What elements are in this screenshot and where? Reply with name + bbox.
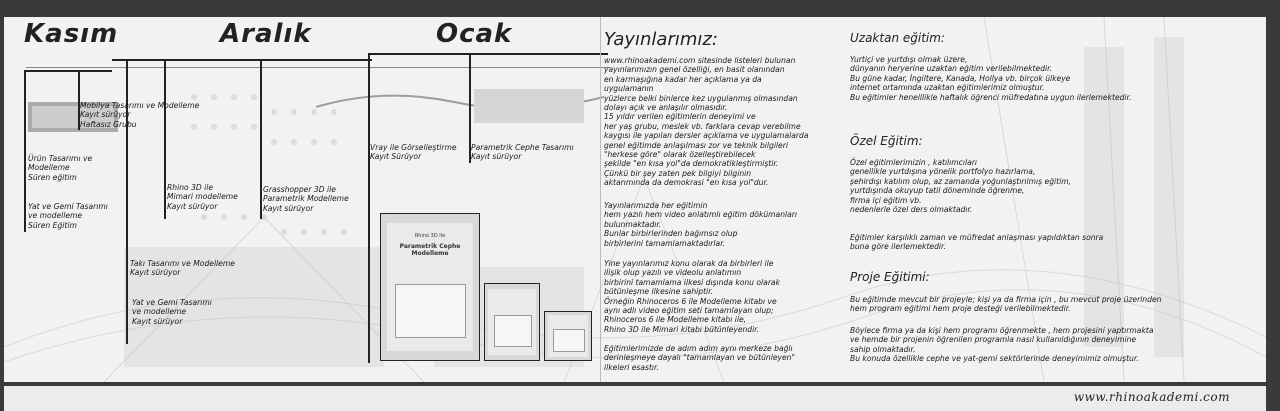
footer-website-link[interactable]: www.rhinoakademi.com	[1073, 390, 1230, 404]
timeline-bar-3	[368, 53, 608, 55]
timeline-tick-6	[368, 53, 370, 363]
publications-title: Yayınlarımız:	[604, 29, 718, 50]
publications-intro: www.rhinoakademi.com sitesinde listeleri bulunan yayınlarımızın genel özelliği, en basit olanından en karmaşığına kadar her açıklama ya da uygulamanın yüzlerce belki binlerce kez uygulanmış olmasından dolayı açık ve anlaşılır olmasıdır. 15 yıldır verilen eğitimlerin deneyimi ve her yaş grubu, meslek vb. farklara cevap verebilme kaygısı ile yapılan dersler açıklama ve uygulamalarda genel eğitimde anlaşılması zor ve teknik bilgileri "herkese göre" olarak özelleştirebilecek şekilde "en kısa yol"da demokratikleştirmiştir. Çünkü bir şey zaten pek bilgiyi bilginin aktarımında da demokrasi "en kısa yol"dur.	[604, 56, 809, 188]
project-education-title: Proje Eğitimi:	[850, 270, 930, 284]
book-cover-title: Parametrik Cephe Modelleme	[399, 242, 461, 257]
publications-integration: Yine yayınlarımız konu olarak da birbirleri ile ilişik olup yazılı ve videolu anlatımın birbirini tamamlama ilkesi dışında konu olarak bütünleşme ilkesine sahiptir. Örneğin Rhinoceros 6 ile Modelleme kitabı ve aynı adlı video eğitim seti tamamlayan olup; Rhinoceros 6 ile Modelleme kitabı ile, Rhino 3D ile Mimari kitabı bütünleyendir.	[604, 259, 780, 334]
private-education-body-2: Eğitimler karşılıklı zaman ve müfredat anlaşması yapıldıktan sonra buna göre ilerlemektedir.	[850, 233, 1104, 252]
book-cover-medium-screenshot	[494, 315, 532, 346]
timeline-item-yat-gemi-1: Yat ve Gemi Tasarımı ve modelleme Süren Eğitim	[28, 202, 108, 230]
timeline-bar-2	[112, 59, 372, 61]
timeline-item-grasshopper: Grasshopper 3D ile Parametrik Modelleme Kayıt sürüyor	[263, 185, 349, 213]
timeline-item-taki: Takı Tasarımı ve Modelleme Kayıt sürüyor	[130, 259, 235, 278]
publications-documents: Yayınlarımızda her eğitimin hem yazılı hem video anlatımlı eğitim dökümanları bulunmaktadır. Bunlar birbirlerinden bağımsız olup birbirlerini tamamlamaktadırlar.	[604, 201, 798, 248]
book-cover-small	[544, 311, 592, 361]
timeline-tick-4	[164, 59, 166, 219]
book-cover-small-screenshot	[553, 329, 586, 352]
timeline-tick-5	[260, 59, 262, 219]
private-education-body: Özel eğitimlerimizin , katılımcıları genellikle yurtdışına yönelik portfolyo hazırlama, şehirdışı katılım olup, az zamanda yoğunlaştırılmış eğitim, yurtdışında okuyup tatil döneminde öğrenme, firma içi eğitim vb. nedenlerle özel ders olmaktadır.	[850, 158, 1072, 215]
private-education-title: Özel Eğitim:	[850, 134, 923, 148]
timeline-item-vray: Vray ile Görselleştirme Kayıt Sürüyor	[370, 143, 457, 162]
timeline-item-cephe: Parametrik Cephe Tasarımı Kayıt sürüyor	[471, 143, 574, 162]
month-kasim: Kasım	[24, 19, 119, 49]
project-education-body-2: Böylece firma ya da kişi hem programı öğrenmekte , hem projesini yaptırmakta ve hemde bir projenin öğrenilen programla nasıl kullanıldığının deneyimine sahip olmaktadır. Bu konuda özellikle cephe ve yat-gemi sektörlerinde deneyimimiz olmuştur.	[850, 326, 1154, 364]
book-cover-large	[380, 213, 480, 361]
publications-principles: Eğitimlerimizde de adım adım aynı merkeze bağlı derinleşmeye dayalı "tamamlayan ve bütünleyen" ilkeleri esastır.	[604, 344, 795, 372]
timeline-bar-1	[24, 70, 112, 72]
timeline-item-rhino-mimari: Rhino 3D ile Mimari modelleme Kayıt sürüyor	[167, 183, 238, 211]
poster-panel	[4, 17, 1266, 382]
project-education-body: Bu eğitimde mevcut bir projeyle; kişi ya da firma için , bu mevcut proje üzerinden hem program eğitimi hem proje desteği verilebilmektedir.	[850, 295, 1162, 314]
book-cover-screenshot	[395, 284, 466, 337]
footer-bar	[4, 386, 1266, 411]
distance-education-body: Yurtiçi ve yurtdışı olmak üzere, dünyanın heryerine uzaktan eğitim verilebilmektedir. Bu güne kadar, İngiltere, Kanada, Hollya vb. birçok ülkeye internet ortamında uzaktan eğitimlerimiz olmuştur. Bu eğitimler henelllikle haftalık öğrenci müfredatına uygun ilerlemektedir.	[850, 55, 1132, 102]
timeline-top-line	[26, 67, 610, 68]
book-cover-medium	[484, 283, 540, 361]
column-divider	[600, 17, 601, 382]
month-ocak: Ocak	[436, 19, 513, 49]
timeline-item-yat-gemi-2: Yat ve Gemi Tasarımı ve modelleme Kayıt sürüyor	[132, 298, 212, 326]
timeline-item-mobilya: Mobilya Tasarımı ve Modelleme Kayıt sürüyor Haftasız Grubu	[80, 101, 200, 129]
month-aralik: Aralık	[220, 19, 312, 49]
book-cover-subtitle: Rhino 3D ile	[414, 232, 446, 239]
timeline-item-urun: Ürün Tasarımı ve Modelleme Süren eğitim	[28, 154, 93, 182]
distance-education-title: Uzaktan eğitim:	[850, 31, 945, 45]
timeline-tick-1	[24, 70, 26, 232]
